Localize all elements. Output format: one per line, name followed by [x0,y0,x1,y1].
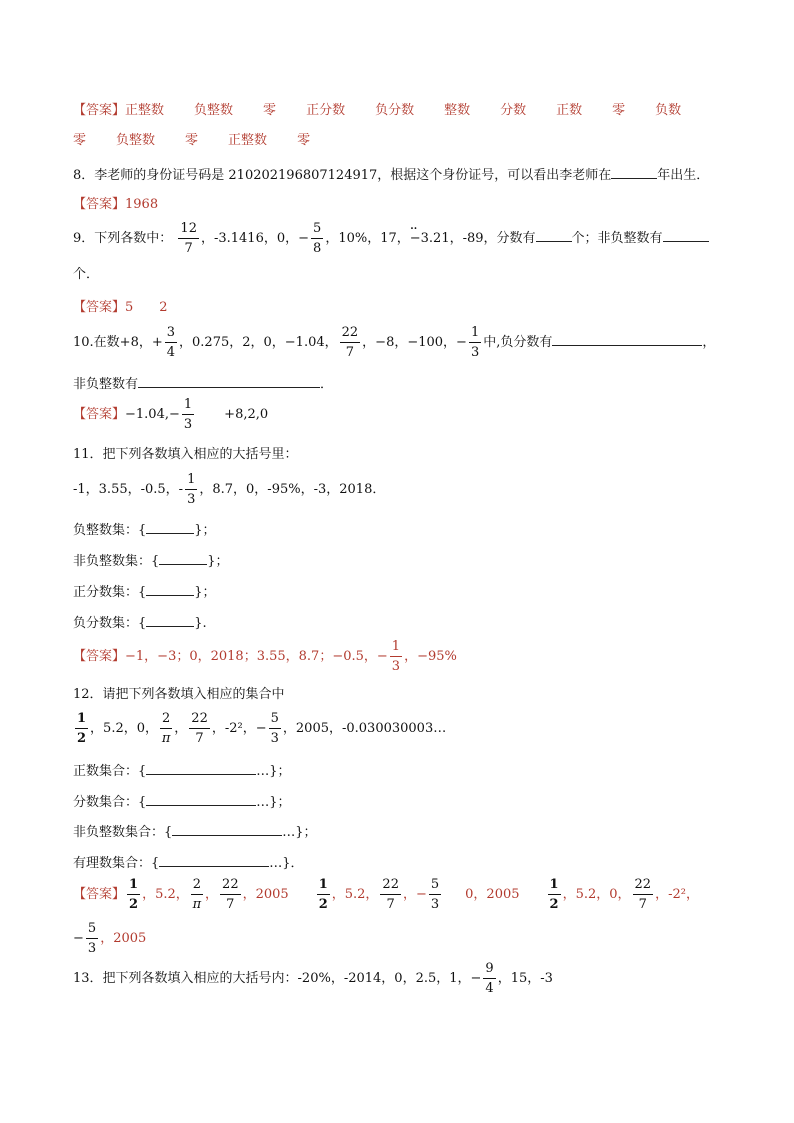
q12-title: 12．请把下列各数填入相应的集合中 [73,687,285,702]
q8-answer-value: 1968 [125,197,159,212]
q11-title: 11．把下列各数填入相应的大括号里： [73,447,298,462]
q7-answer-line1 [73,104,681,117]
q11-numbers: -1，3.55，-0.5，- $\frac{1}{3}$ ，8.7，0，-95%，-3，2018． [73,472,386,507]
q8-blank [611,166,657,179]
answer-tag: 【答案】 [73,103,126,118]
q12-ans-frac-1-2-a: $\frac{1}{2}$ [129,877,139,912]
q10-frac-3-4: $\frac{3}{4}$ [166,325,176,360]
q10-frac-1-3: $\frac{1}{3}$ [470,325,480,360]
q9-label: 9．下列各数中： [73,231,173,246]
q12-set-positive: 正数集合：{ …}； [73,764,291,779]
answer-word: 负数 [655,103,682,118]
q7-answer-row1 [125,103,681,118]
q12-ans-frac-1-2-c: $\frac{1}{2}$ [549,877,559,912]
q11-set-negative-integers: 负整数集：{ }； [73,523,216,538]
answer-word: 零 [612,103,626,118]
q9-answer: 【答案】5 2 [73,300,168,315]
q12-frac-5-3: $\frac{5}{3}$ [270,711,279,746]
q7-answer-row2 [73,133,310,148]
q11-blank-4 [146,614,194,627]
q10-frac-22-7: $\frac{22}{7}$ [341,325,359,360]
q11-blank-3 [146,583,194,596]
q9-question-line2: 个． [73,267,100,282]
answer-tag: 【答案】 [73,649,126,664]
q9-frac-12-7: $\frac{12}{7}$ [180,221,197,256]
answer-word: 零 [263,103,277,118]
q12-frac-1-2: $\frac{1}{2}$ [77,711,87,746]
q11-set-negative-fractions: 负分数集：{ }. [73,616,207,631]
answer-word: 正分数 [306,103,346,118]
q10-blank-1 [552,333,702,346]
q12-blank-2 [146,793,256,806]
q12-ans-frac-22-7-b: $\frac{22}{7}$ [382,877,399,912]
q8-text-end: 年出生． [657,168,710,183]
q11-blank-1 [146,521,194,534]
q12-ans-frac-22-7-c: $\frac{22}{7}$ [634,877,652,912]
answer-tag: 【答案】 [73,407,126,422]
answer-word: 负分数 [375,103,415,118]
q8-question [73,166,709,182]
q11-answer-frac: $\frac{1}{3}$ [391,639,401,674]
q12-set-nonneg-integers: 非负整数集合：{ …}； [73,825,317,840]
q12-ans-frac-2-pi: $\frac{2}{\pi}$ [192,877,202,912]
q10-question-line2: 非负整数有 ． [73,377,334,392]
q12-numbers: $\frac{1}{2}$ ，5.2，0， $\frac{2}{\pi}$ ， $\frac{22}{7}$ ，-2²，− $\frac{5}{3}$ ，2005，-0.030030003… [77,711,447,746]
q10-answer-frac: $\frac{1}{3}$ [183,397,193,432]
answer-word: 正整数 [228,133,268,148]
q8-answer [73,198,158,211]
answer-word: 负整数 [116,133,156,148]
q10-blank-2 [138,375,320,388]
answer-word: 负整数 [194,103,234,118]
q13-question: 13．把下列各数填入相应的大括号内：-20%，-2014，0，2.5，1，− $\frac{9}{4}$ ，15，-3 [73,961,553,996]
q12-frac-22-7: $\frac{22}{7}$ [191,711,208,746]
answer-word: 零 [73,133,87,148]
q12-ans-frac-1-2-b: $\frac{1}{2}$ [318,877,328,912]
q13-frac-9-4: $\frac{9}{4}$ [485,961,494,996]
q9-question: 9．下列各数中： $\frac{12}{7}$ ，-3.1416，0，− $\frac{5}{8}$ ，10%，17，·· −3.21，-89，分数有 个；非负整数有 [73,222,709,255]
q12-answer-line2: − $\frac{5}{3}$ ，2005 [73,921,147,956]
q12-set-fractions: 分数集合：{ …}； [73,795,291,810]
answer-word: 整数 [444,103,471,118]
q11-answer: 【答案】−1，−3；0，2018；3.55，8.7；−0.5，− $\frac{1}{3}$ ，−95% [73,639,457,674]
answer-word: 零 [297,133,311,148]
q9-frac-5-8: $\frac{5}{8}$ [313,221,322,256]
q12-ans-frac-22-7-a: $\frac{22}{7}$ [222,877,239,912]
q12-ans-frac-5-3-b: $\frac{5}{3}$ [87,921,97,956]
q12-blank-1 [146,762,256,775]
q12-set-rational: 有理数集合：{ …}． [73,856,304,871]
q11-set-nonneg-integers: 非负整数集：{ }； [73,554,229,569]
q12-answer: 【答案】 $\frac{1}{2}$ ，5.2， $\frac{2}{\pi}$ ， $\frac{22}{7}$ ，2005 $\frac{1}{2}$ ，5.2， $\frac{22}{7}$ ，− $\frac{5}{3}$ 0，2005 $\frac{1}{2}$ ，5.2，0， $\frac{22}{7}$ ，-2²， [73,877,699,912]
q11-frac-1-3: $\frac{1}{3}$ [187,472,196,507]
q12-blank-4 [159,854,269,867]
q7-answer-line2 [73,134,310,147]
answer-word: 分数 [500,103,527,118]
q11-blank-2 [159,552,207,565]
q12-blank-3 [172,823,282,836]
answer-tag: 【答案】 [73,300,126,315]
answer-word: 正整数 [125,103,165,118]
q11-set-positive-fractions: 正分数集：{ }； [73,585,216,600]
q9-repeating-decimal: ·· −3.21 [410,232,450,245]
q12-ans-frac-5-3-a: $\frac{5}{3}$ [430,877,440,912]
q9-blank-1 [536,229,572,242]
q10-answer: 【答案】−1.04,− $\frac{1}{3}$ +8,2,0 [73,397,269,432]
q12-frac-2-pi: $\frac{2}{\pi}$ [161,711,171,746]
answer-tag: 【答案】 [73,197,126,212]
q10-question: 10.在数+8，+ $\frac{3}{4}$ ，0.275，2，0，−1.04， $\frac{22}{7}$ ，−8，−100，− $\frac{1}{3}$ 中,负分数有 ， [73,325,716,360]
answer-word: 正数 [556,103,583,118]
answer-tag: 【答案】 [73,887,126,902]
q8-text: 8．李老师的身份证号码是 210202196807124917，根据这个身份证号，可以看出李老师在 [73,168,612,183]
q9-blank-2 [663,229,709,242]
answer-word: 零 [185,133,199,148]
